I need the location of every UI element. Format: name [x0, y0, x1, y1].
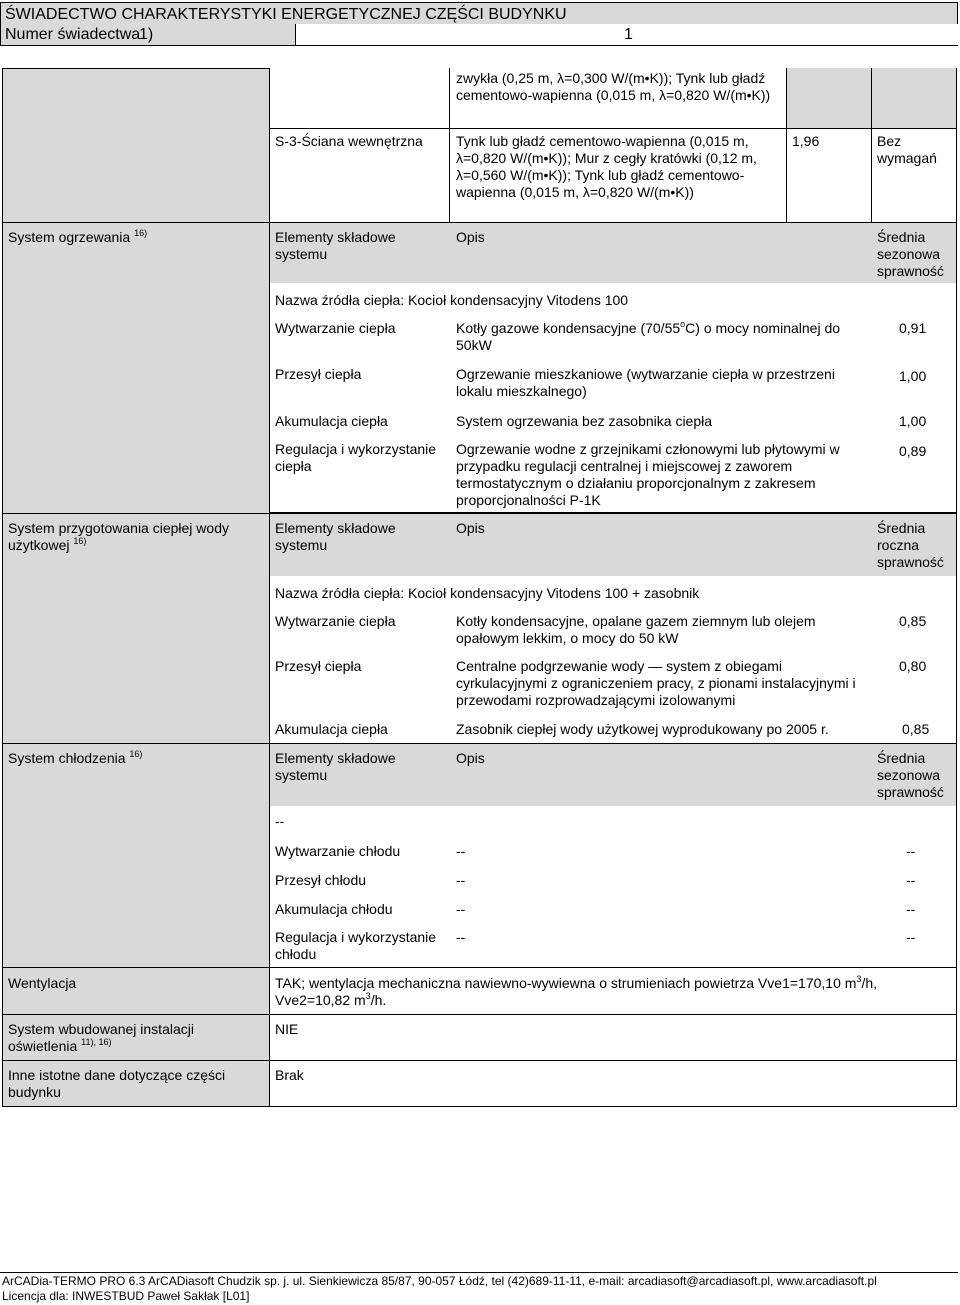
- dhw-row-eff: 0,85: [899, 613, 927, 629]
- cooling-row-eff: --: [906, 872, 916, 888]
- heating-row-eff: 1,00: [899, 368, 927, 384]
- heating-col-desc-bg: [450, 223, 870, 283]
- wall-u-value-2: 1,96: [792, 133, 820, 149]
- wall-name-cell-1: [269, 68, 450, 129]
- cooling-row-desc: --: [456, 929, 466, 945]
- cooling-row-name: Przesył chłodu: [275, 872, 367, 888]
- heating-source: Nazwa źródła ciepła: Kocioł kondensacyjny Vitodens 100: [275, 292, 629, 308]
- heating-col-eff: Średnia sezonowa sprawność: [877, 229, 944, 279]
- heating-label: System ogrzewania $^{16)}$: [8, 228, 148, 245]
- heating-col-desc: Opis: [456, 229, 485, 245]
- cooling-col-eff: Średnia sezonowa sprawność: [877, 750, 944, 800]
- dhw-col-eff: Średnia roczna sprawność: [877, 520, 944, 570]
- heating-row-name: Regulacja i wykorzystanie ciepła: [275, 441, 437, 474]
- certificate-title-bar: [0, 2, 958, 26]
- heating-row-name: Akumulacja ciepła: [275, 413, 388, 429]
- lighting-cell: [269, 1014, 957, 1061]
- wall-req-cell-1: [871, 68, 957, 129]
- cooling-row-eff: --: [906, 901, 916, 917]
- label-column: [3, 69, 268, 1106]
- cooling-label: System chłodzenia $^{16)}$: [8, 749, 143, 766]
- heating-row-desc: Ogrzewanie wodne z grzejnikami członowymi lub płytowymi w przypadku regulacji centralnej i miejscowej z zaworem termostatycznym o działaniu proporcjonalnym z zakresem proporcjonalności P-1K: [456, 441, 840, 508]
- cooling-col-elements: Elementy składowe systemu: [275, 750, 396, 783]
- wall-name-2: S-3-Ściana wewnętrzna: [275, 133, 423, 149]
- certificate-number-ref: 1): [139, 26, 154, 43]
- heating-row-name: Przesył ciepła: [275, 366, 362, 382]
- other-value: Brak: [275, 1067, 304, 1083]
- heating-row-eff: 1,00: [899, 413, 927, 429]
- cooling-row-eff: --: [906, 929, 916, 945]
- other-label: Inne istotne dane dotyczące części budynku: [8, 1067, 226, 1100]
- heating-row-eff: 0,91: [899, 320, 927, 336]
- dhw-col-elements: Elementy składowe systemu: [275, 520, 396, 553]
- heating-row-eff: 0,89: [899, 443, 927, 459]
- heating-row-desc: Kotły gazowe kondensacyjne (70/55$^o$C) o mocy nominalnej do 50kW: [456, 319, 841, 353]
- footer-software-line: ArCADia-TERMO PRO 6.3 ArCADiasoft Chudzik sp. j. ul. Sienkiewicza 85/87, 90-057 Łódź, tel (42)689-11-11, e-mail: arcadiasoft@arcadiasoft.pl, www.arcadiasoft.pl: [2, 1274, 877, 1288]
- cooling-row-eff: --: [906, 843, 916, 859]
- certificate-number-label: Numer świadectwa: [5, 26, 141, 43]
- dhw-row-desc: Kotły kondensacyjne, opalane gazem ziemnym lub olejem opałowym lekkim, o mocy do 50 kW: [456, 613, 816, 646]
- dhw-row-name: Akumulacja ciepła: [275, 721, 388, 737]
- dhw-label: System przygotowania ciepłej wody użytkowej $^{16)}$: [8, 520, 229, 553]
- heating-row-desc: Ogrzewanie mieszkaniowe (wytwarzanie ciepła w przestrzeni lokalu mieszkalnego): [456, 366, 835, 399]
- heating-col-elements: Elementy składowe systemu: [275, 229, 396, 262]
- cooling-row-name: Wytwarzanie chłodu: [275, 843, 401, 859]
- certificate-number-value: 1: [624, 26, 633, 43]
- dhw-row-name: Przesył ciepła: [275, 658, 362, 674]
- wall-desc-2: Tynk lub gładź cementowo-wapienna (0,015 m, λ=0,820 W/(m•K)); Mur z cegły kratówki (0,12 m, λ=0,560 W/(m•K)); Tynk lub gładź cementowo-wapienna (0,015 m, λ=0,820 W/(m•K)): [456, 133, 757, 200]
- certificate-number-cell: [295, 24, 958, 45]
- certificate-title: ŚWIADECTWO CHARAKTERYSTYKI ENERGETYCZNEJ CZĘŚCI BUDYNKU: [5, 6, 567, 23]
- cooling-row-name: Akumulacja chłodu: [275, 901, 393, 917]
- lighting-value: NIE: [275, 1021, 299, 1037]
- cooling-row-desc: --: [456, 872, 466, 888]
- dhw-row-desc: Zasobnik ciepłej wody użytkowej wyprodukowany po 2005 r.: [456, 721, 829, 737]
- other-cell: [269, 1060, 957, 1107]
- cooling-row-desc: --: [456, 901, 466, 917]
- cooling-col-desc: Opis: [456, 750, 485, 766]
- heating-row-name: Wytwarzanie ciepła: [275, 320, 396, 336]
- wall-u-cell-1: [786, 68, 872, 129]
- cooling-row-desc: --: [456, 843, 466, 859]
- wall-desc-1: zwykła (0,25 m, λ=0,300 W/(m•K)); Tynk lub gładź cementowo-wapienna (0,015 m, λ=0,820 W/(m•K)): [456, 70, 771, 103]
- ventilation-label: Wentylacja: [8, 975, 77, 991]
- footer: [0, 1272, 958, 1304]
- footer-license-line: Licencja dla: INWESTBUD Paweł Sakłak [L01]: [2, 1289, 250, 1303]
- dhw-source: Nazwa źródła ciepła: Kocioł kondensacyjny Vitodens 100 + zasobnik: [275, 585, 700, 601]
- dhw-col-desc: Opis: [456, 520, 485, 536]
- dhw-row-eff: 0,85: [902, 721, 930, 737]
- lighting-label: System wbudowanej instalacji oświetlenia $^{11), 16)}$: [8, 1021, 194, 1054]
- dhw-row-desc: Centralne podgrzewanie wody — system z obiegami cyrkulacyjnymi z ograniczeniem pracy, z pionami instalacyjnymi i przewodami rozprowadzającymi izolowanymi: [456, 658, 856, 708]
- cooling-source: --: [275, 813, 285, 829]
- ventilation-value: TAK; wentylacja mechaniczna nawiewno-wywiewna o strumieniach powietrza Vve1=170,10 $m^3/h$, Vve2=10,82 $m^3/h$.: [275, 974, 878, 1008]
- dhw-row-name: Wytwarzanie ciepła: [275, 613, 396, 629]
- certificate-number-row: [0, 24, 958, 46]
- dhw-row-eff: 0,80: [899, 658, 927, 674]
- heating-row-desc: System ogrzewania bez zasobnika ciepła: [456, 413, 713, 429]
- cooling-row-name: Regulacja i wykorzystanie chłodu: [275, 929, 437, 962]
- wall-requirement-2: Bez wymagań: [877, 133, 937, 166]
